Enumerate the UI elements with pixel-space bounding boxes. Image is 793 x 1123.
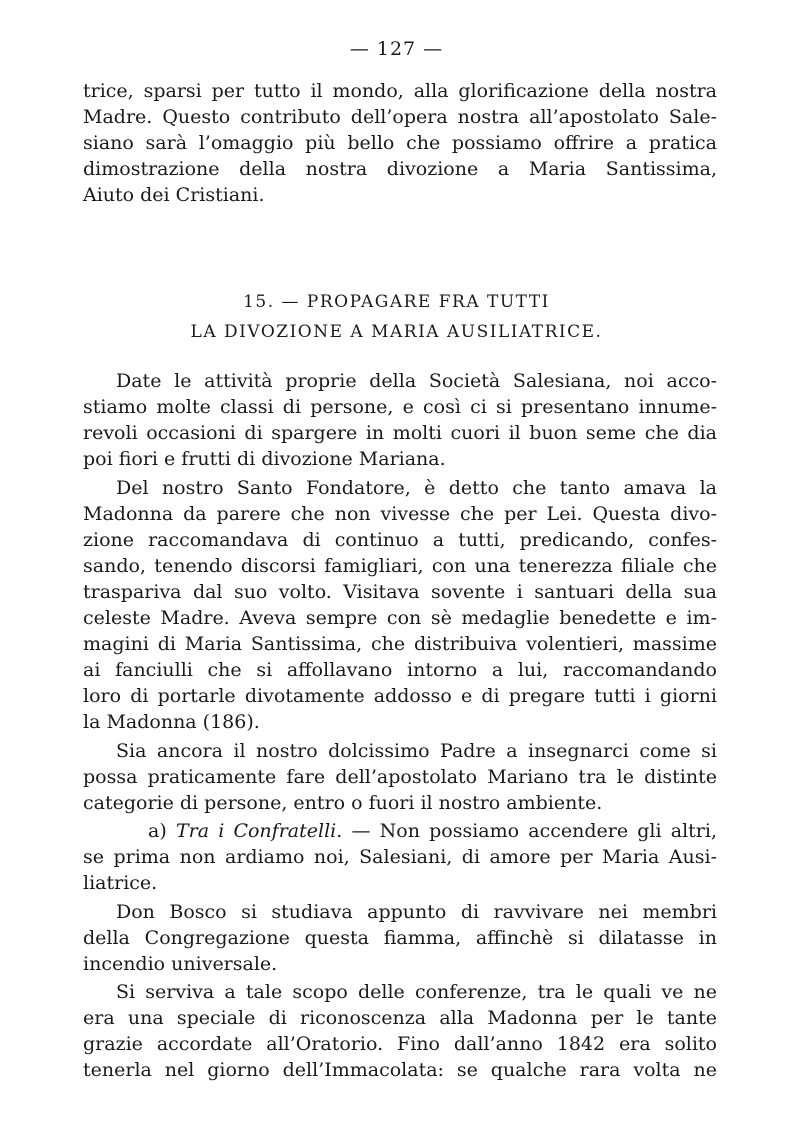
text-line: Del nostro Santo Fondatore, è detto che tanto amava la [116, 477, 717, 499]
text-line: Date le attività proprie della Società Salesiana, noi acco- [116, 370, 717, 392]
text-line: era una speciale di riconoscenza alla Madonna per le tante [83, 1007, 717, 1029]
text-line: siano sarà l’omaggio più bello che possiamo offrire a pratica [83, 132, 717, 154]
text-line: dimostrazione della nostra divozione a Maria Santissima, [83, 158, 717, 180]
subsection-title: Tra i Confratelli. [175, 820, 343, 842]
text-line: poi fiori e frutti di divozione Mariana. [83, 448, 446, 470]
text-line: Madre. Questo contributo dell’opera nostra all’apostolato Sale- [83, 106, 717, 128]
text-line: Madonna da parere che non vivesse che per Lei. Questa divo- [83, 503, 717, 525]
text-line: ai fanciulli che si affollavano intorno a lui, raccomandando [83, 659, 717, 681]
text-line: revoli occasioni di spargere in molti cuori il buon seme che dia [83, 422, 717, 444]
text-line: incendio universale. [83, 953, 278, 975]
text-line: possa praticamente fare dell’apostolato Mariano tra le distinte [83, 766, 717, 788]
text-line: sando, tenendo discorsi famigliari, con una tenerezza filiale che [83, 555, 717, 577]
text-line: della Congregazione questa fiamma, affinchè si dilatasse in [83, 927, 717, 949]
section-heading-subtitle: LA DIVOZIONE A MARIA AUSILIATRICE. [190, 322, 603, 342]
text-line: categorie di persone, entro o fuori il nostro ambiente. [83, 792, 603, 814]
text-line: liatrice. [83, 872, 158, 894]
text-line: Aiuto dei Cristiani. [83, 184, 265, 206]
text-line: celeste Madre. Aveva sempre con sè medaglie benedette e im- [83, 607, 717, 629]
subsection-text: — Non possiamo accendere gli altri, [351, 820, 717, 842]
page-number: — 127 — [349, 38, 444, 60]
section-heading: 15. — PROPAGARE FRA TUTTI [243, 292, 550, 312]
text-line: la Madonna (186). [83, 711, 260, 733]
text-line: se prima non ardiamo noi, Salesiani, di amore per Maria Ausi- [83, 846, 717, 868]
text-line: zione raccomandava di continuo a tutti, predicando, confes- [83, 529, 717, 551]
text-line: magini di Maria Santissima, che distribuiva volentieri, massime [83, 633, 717, 655]
text-line: tenerla nel giorno dell’Immacolata: se qualche rara volta ne [83, 1059, 717, 1081]
subsection-heading-line [148, 818, 717, 844]
text-line: trice, sparsi per tutto il mondo, alla glorificazione della nostra [83, 80, 717, 102]
text-line: stiamo molte classi di persone, e così ci si presentano innume- [83, 396, 717, 418]
text-line: Sia ancora il nostro dolcissimo Padre a insegnarci come si [116, 740, 717, 762]
subsection-label: a) [148, 820, 167, 842]
text-line: Don Bosco si studiava appunto di ravvivare nei membri [116, 901, 717, 923]
text-line: grazie accordate all’Oratorio. Fino dall’anno 1842 era solito [83, 1033, 717, 1055]
text-line: Si serviva a tale scopo delle conferenze, tra le quali ve ne [116, 981, 717, 1003]
text-line: loro di portarle divotamente addosso e di pregare tutti i giorni [83, 685, 717, 707]
text-line: traspariva dal suo volto. Visitava sovente i santuari della sua [83, 581, 717, 603]
